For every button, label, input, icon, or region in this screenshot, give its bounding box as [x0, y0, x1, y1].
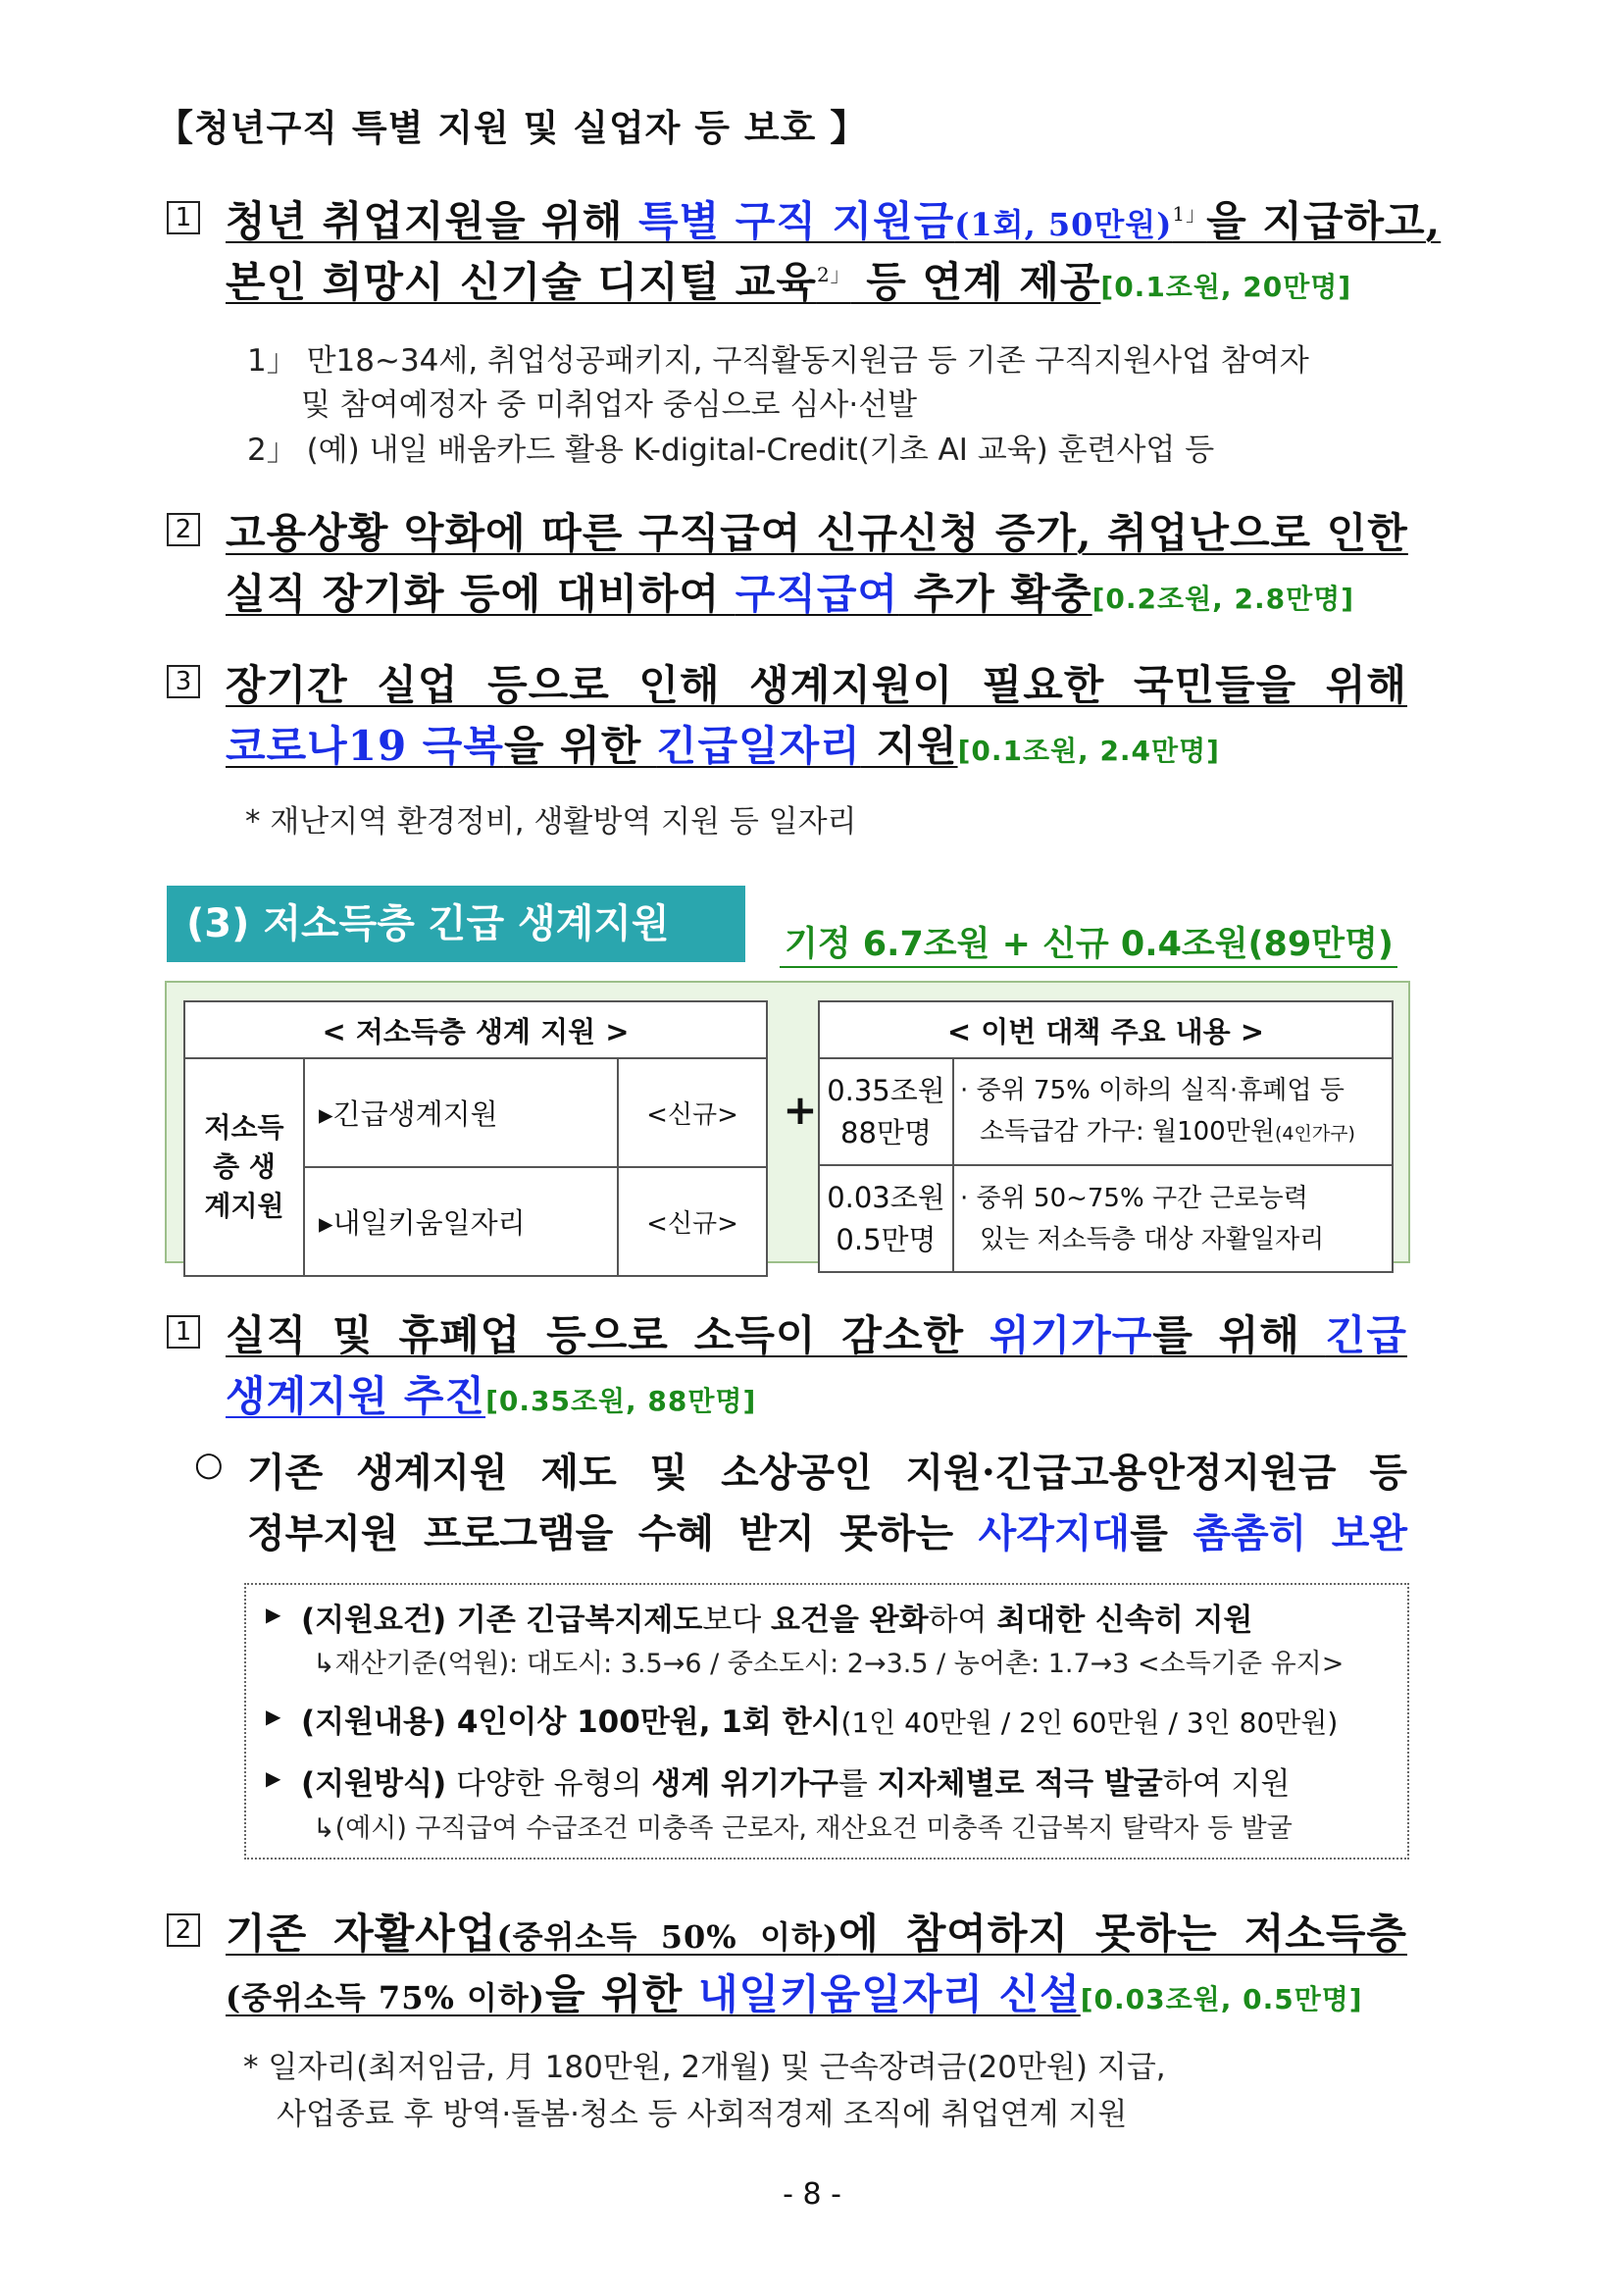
amount-cell: 0.35조원 88만명 — [819, 1058, 953, 1165]
circle-line1: 기존 생계지원 제도 및 소상공인 지원·긴급고용안정지원금 등 — [247, 1450, 1407, 1496]
section-title: (3) 저소득층 긴급 생계지원 — [167, 886, 745, 962]
summary-underline — [780, 966, 1397, 968]
summary-table-box — [165, 981, 1410, 1263]
triangle-bullet-icon: ▶ — [266, 1603, 281, 1626]
left-table — [183, 1000, 768, 1277]
bullet-3: (지원방식) 다양한 유형의 생계 위기가구를 지자체별로 적극 발굴하여 지원 — [301, 1766, 1291, 1802]
item3-line2: 코로나19 극복을 위한 긴급일자리 지원[0.1조원, 2.4만명] — [226, 722, 1220, 770]
item1-line2: 본인 희망시 신기술 디지털 교육$^{2」}$ 등 연계 제공[0.1조원, 20만명] — [226, 258, 1352, 306]
footnote-1a: 1」 만18~34세, 취업성공패키지, 구직활동지원금 등 기존 구직지원사업 참여자 — [247, 343, 1309, 379]
budget-tag: [0.35조원, 88만명] — [485, 1385, 757, 1417]
desc-cell: · 중위 50~75% 구간 근로능력 있는 저소득층 대상 자활일자리 — [953, 1165, 1393, 1272]
plus-sign: + — [783, 1086, 818, 1134]
item-number-2: 2 — [167, 513, 200, 546]
right-table-header: < 이번 대책 주요 내용 > — [819, 1001, 1393, 1058]
item3-note: * 재난지역 환경정비, 생활방역 지원 등 일자리 — [245, 804, 857, 840]
item-number-2b: 2 — [167, 1913, 200, 1947]
bullet-1: (지원요건) 기존 긴급복지제도보다 요건을 완화하여 최대한 신속히 지원 — [301, 1603, 1253, 1638]
page-number: - 8 - — [783, 2177, 841, 2212]
left-table-header: < 저소득층 생계 지원 > — [184, 1001, 767, 1058]
section-header: 【청년구직 특별 지원 및 실업자 등 보호 】 — [157, 107, 868, 149]
amount-cell: 0.03조원 0.5만명 — [819, 1165, 953, 1272]
badge-cell: <신규> — [618, 1058, 767, 1167]
footnote-1b: 및 참여예정자 중 미취업자 중심으로 심사·선발 — [301, 387, 918, 423]
bullet-2: (지원내용) 4인이상 100만원, 1회 한시(1인 40만원 / 2인 60만원 / 3인 80만원) — [301, 1705, 1339, 1740]
program-cell: ▸긴급생계지원 — [304, 1058, 618, 1167]
item2-line2: 실직 장기화 등에 대비하여 구직급여 추가 확충[0.2조원, 2.8만명] — [226, 570, 1354, 618]
desc-cell: · 중위 75% 이하의 실직·휴폐업 등 소득급감 가구: 월100만원(4인가구) — [953, 1058, 1393, 1165]
item-number-1b: 1 — [167, 1315, 200, 1349]
section-summary: 기정 6.7조원 + 신규 0.4조원(89만명) — [785, 925, 1394, 964]
item5-note1: * 일자리(최저임금, 月 180만원, 2개월) 및 근속장려금(20만원) 지급, — [243, 2050, 1166, 2085]
program-cell: ▸내일키움일자리 — [304, 1167, 618, 1276]
footnote-2: 2」 (예) 내일 배움카드 활용 K-digital-Credit(기초 AI 교육) 훈련사업 등 — [247, 433, 1215, 468]
budget-tag: [0.1조원, 20만명] — [1100, 271, 1352, 303]
item2-line1: 고용상황 악화에 따른 구직급여 신규신청 증가, 취업난으로 인한 — [226, 509, 1408, 557]
category-cell: 저소득층 생계지원 — [184, 1058, 304, 1276]
bullet-3-sub: ↳(예시) 구직급여 수급조건 미충족 근로자, 재산요건 미충족 긴급복지 탈락자 등 발굴 — [313, 1813, 1293, 1844]
item4-line2: 생계지원 추진[0.35조원, 88만명] — [226, 1372, 757, 1420]
item1-line1: 청년 취업지원을 위해 특별 구직 지원금(1회, 50만원)$^{1」}$을 지급하고, — [226, 197, 1442, 245]
budget-tag: [0.03조원, 0.5만명] — [1080, 1983, 1363, 2015]
item5-note2: 사업종료 후 방역·돌봄·청소 등 사회적경제 조직에 취업연계 지원 — [277, 2097, 1128, 2132]
circle-bullet: ○ — [194, 1445, 224, 1484]
right-table — [818, 1000, 1394, 1273]
circle-line2: 정부지원 프로그램을 수혜 받지 못하는 사각지대를 촘촘히 보완 — [247, 1510, 1407, 1556]
item5-line2: (중위소득 75% 이하)을 위한 내일키움일자리 신설[0.03조원, 0.5만명] — [226, 1970, 1363, 2018]
badge-cell: <신규> — [618, 1167, 767, 1276]
support-details-box — [244, 1583, 1409, 1860]
budget-tag: [0.2조원, 2.8만명] — [1091, 583, 1354, 615]
bullet-1-sub: ↳재산기준(억원): 대도시: 3.5→6 / 중소도시: 2→3.5 / 농어촌: 1.7→3 <소득기준 유지> — [313, 1649, 1345, 1679]
triangle-bullet-icon: ▶ — [266, 1705, 281, 1728]
item5-line1: 기존 자활사업(중위소득 50% 이하)에 참여하지 못하는 저소득층 — [226, 1910, 1407, 1958]
item3-line1: 장기간 실업 등으로 인해 생계지원이 필요한 국민들을 위해 — [226, 661, 1407, 709]
item-number-3: 3 — [167, 665, 200, 698]
triangle-bullet-icon: ▶ — [266, 1766, 281, 1790]
budget-tag: [0.1조원, 2.4만명] — [957, 735, 1220, 767]
item-number-1: 1 — [167, 201, 200, 234]
item4-line1: 실직 및 휴폐업 등으로 소득이 감소한 위기가구를 위해 긴급 — [226, 1311, 1407, 1359]
